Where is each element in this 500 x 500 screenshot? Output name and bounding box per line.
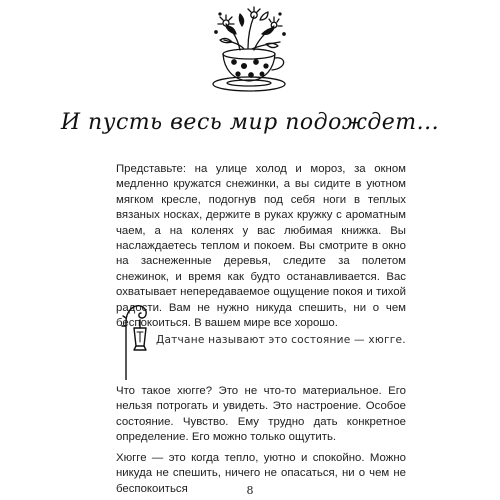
- paragraph-hygge-definition: Хюгге — это когда тепло, уютно и спокойно. Можно никуда не спешить, ничего не опасаться, ни о чем не беспокоиться: [116, 452, 406, 495]
- teacup-with-flowers-icon: [196, 4, 302, 100]
- page-number: 8: [246, 484, 254, 497]
- paragraph-intro: Представьте: на улице холод и мороз, за окном медленно кружатся снежинки, а вы сидите в уютном мягком кресле, подогнув под себя ноги в теплых вязаных носках, держите в руках кружку с ароматным чаем, а на коленях у вас любимая книжка. Вы наслаждаетесь теплом и покоем. Вы смотрите в окно на заснеженные деревья, следите за полетом снежинок, и время как будто останавливается. Вас охватывает непередаваемое ощущение покоя и тихой радости. Вам не нужно никуда спешить, ни о чем беспокоиться. В вашем мире все хорошо.: [116, 163, 406, 330]
- quote-text: Датчане называют это состояние — хюгге.: [156, 334, 406, 346]
- chapter-title: И пусть весь мир подождет...: [60, 110, 440, 135]
- paragraph-what-is-hygge: Что такое хюгге? Это не что-то материальное. Его нельзя потрогать и увидеть. Это настроение. Особое состояние. Чувство. Ему трудно дать конкретное определение. Его можно только ощутить.: [116, 385, 406, 444]
- street-lantern-icon: [118, 298, 150, 380]
